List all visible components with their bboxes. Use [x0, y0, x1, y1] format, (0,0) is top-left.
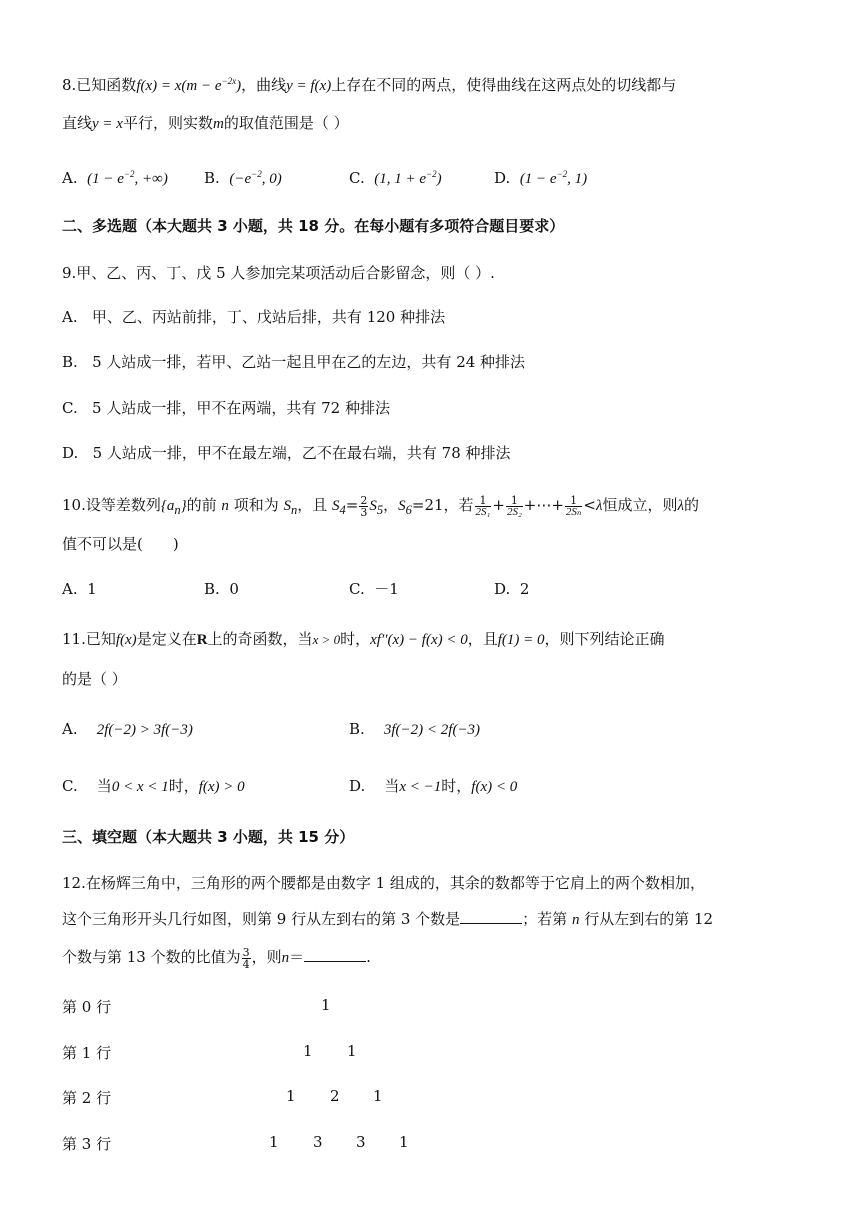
q8-text: 上存在不同的两点，使得曲线在这两点处的切线都与 — [331, 76, 677, 94]
q10-sn — [283, 498, 298, 517]
q8-text: 直线 — [62, 114, 93, 132]
q9-option-a[interactable] — [62, 306, 445, 328]
q8-curve: y = f(x) — [286, 78, 332, 94]
s-sub: n — [290, 503, 298, 517]
q10-frac-2 — [506, 495, 523, 518]
dots: +⋯+ — [523, 496, 564, 514]
q8-line2 — [62, 112, 349, 135]
option-math — [87, 171, 168, 187]
q11-text: 上的奇函数，当 — [207, 630, 313, 648]
option-text: 2 — [519, 580, 530, 598]
q10-option-a[interactable] — [62, 578, 97, 600]
plus: + — [492, 496, 505, 514]
s-sub: 4 — [339, 503, 346, 517]
q12-text: ＝ — [289, 948, 305, 966]
option-text: (1 − e — [87, 171, 124, 187]
s-sub: 5 — [376, 503, 384, 517]
q11-text: ，且 — [467, 630, 498, 648]
q10-var-n: n — [221, 498, 229, 514]
q10-text: ，且 — [297, 496, 328, 514]
q11-text: 时， — [340, 630, 371, 648]
option-label: C. — [349, 580, 365, 598]
q10-line1 — [62, 492, 699, 523]
triangle-number: 3 — [356, 1133, 366, 1151]
seq-open: {a — [160, 498, 175, 514]
q11-line2: 的是（ ） — [62, 670, 127, 688]
q8-text: ，曲线 — [241, 76, 287, 94]
option-text: (1, 1 + e — [374, 171, 427, 187]
q12-text: 个数与第 13 个数的比值为 — [62, 948, 241, 966]
option-text: 5 人站成一排，若甲、乙站一起且甲在乙的左边，共有 24 种排法 — [92, 353, 526, 371]
option-text: 甲、乙、丙站前排，丁、戊站后排，共有 120 种排法 — [91, 308, 446, 326]
frac-den: 4 — [242, 957, 250, 971]
q11-real-set: R — [196, 632, 208, 648]
option-exp: −2 — [556, 169, 568, 179]
row-label: 第 1 行 — [62, 1044, 112, 1062]
equals: = — [345, 496, 359, 514]
triangle-number: 1 — [373, 1087, 383, 1105]
q8-option-d[interactable] — [494, 163, 587, 190]
option-tail: ) — [436, 171, 442, 187]
triangle-row-3 — [62, 1133, 462, 1155]
triangle-number: 1 — [347, 1042, 357, 1060]
q8-line-eq: y = x — [92, 116, 123, 132]
q10-text: 的 — [683, 496, 699, 514]
q8-option-b[interactable] — [204, 163, 282, 190]
answer-blank-1[interactable] — [460, 909, 522, 924]
q11-line1 — [62, 628, 665, 651]
frac-num: 1 — [475, 495, 492, 507]
option-text: 0 — [229, 580, 239, 598]
option-label: A. — [62, 720, 78, 738]
q10-text: 的前 — [186, 496, 217, 514]
triangle-number: 3 — [313, 1133, 323, 1151]
option-text: －1 — [374, 580, 399, 598]
option-label: D. — [62, 444, 79, 462]
q12-frac-3-4 — [242, 947, 251, 970]
q10-line2: 值不可以是( ) — [62, 535, 179, 553]
section3-heading: 三、填空题（本大题共 3 小题，共 15 分） — [62, 828, 355, 846]
seq-close: } — [180, 498, 187, 514]
s-letter: S — [332, 498, 340, 514]
option-label: B. — [204, 580, 220, 598]
less-than: < — [583, 496, 596, 514]
q11-f1: f(1) = 0 — [497, 632, 545, 648]
option-result: f(x) < 0 — [471, 779, 518, 795]
q10-text: =21，若 — [411, 496, 474, 514]
option-tail: , +∞) — [134, 171, 168, 187]
option-label: C. — [349, 169, 365, 187]
option-text: 当 — [384, 777, 400, 795]
lambda: λ — [595, 498, 603, 514]
s-sub: 6 — [405, 503, 412, 517]
option-label: D. — [349, 777, 366, 795]
q12-text: ，则 — [251, 948, 282, 966]
option-cond: x < −1 — [399, 779, 442, 795]
row-label: 第 0 行 — [62, 998, 112, 1016]
triangle-number: 1 — [269, 1133, 279, 1151]
triangle-number: 1 — [399, 1133, 409, 1151]
q10-frac-n — [565, 495, 582, 518]
triangle-row-1 — [62, 1042, 462, 1064]
option-label: A. — [62, 169, 78, 187]
option-label: B. — [349, 720, 365, 738]
triangle-row-2 — [62, 1087, 462, 1109]
option-result: f(x) > 0 — [198, 779, 245, 795]
seq-sub: n — [174, 503, 181, 517]
answer-blank-2[interactable] — [304, 947, 366, 962]
q12-line3 — [62, 944, 371, 971]
q8-function — [136, 78, 241, 94]
q8-func-exp: −2x — [221, 76, 237, 86]
option-exp: −2 — [123, 169, 135, 179]
frac-den: 2S₂ — [506, 505, 522, 518]
row-label: 第 2 行 — [62, 1089, 112, 1107]
option-label: C. — [62, 399, 78, 417]
option-label: B. — [204, 169, 220, 187]
triangle-number: 1 — [321, 996, 331, 1014]
frac-num: 1 — [506, 495, 523, 507]
option-math — [374, 171, 441, 187]
q10-s4 — [332, 498, 346, 517]
frac-num: 2 — [360, 493, 368, 507]
q11-fx: f(x) — [115, 632, 137, 648]
option-text: (1 − e — [519, 171, 557, 187]
q8-func-close: ) — [236, 78, 242, 94]
q9-option-b[interactable] — [62, 351, 525, 373]
q12-line2 — [62, 908, 713, 931]
s-letter: S — [283, 498, 291, 514]
option-exp: −2 — [251, 169, 262, 179]
option-text: (−e — [229, 171, 252, 187]
triangle-row-0 — [62, 996, 462, 1018]
q12-text: ；若第 — [522, 910, 568, 928]
q8-option-c[interactable] — [349, 163, 442, 190]
q11-text: ，则下列结论正确 — [544, 630, 665, 648]
q11-text: 11.已知 — [62, 630, 116, 648]
option-tail: , 1) — [567, 171, 588, 187]
q12-var-n: n — [281, 950, 290, 966]
frac-num: 1 — [565, 495, 582, 507]
option-label: D. — [494, 580, 511, 598]
option-label: B. — [62, 353, 78, 371]
q8-text: 平行，则实数 — [122, 114, 213, 132]
option-text: 5 人站成一排，甲不在两端，共有 72 种排法 — [92, 399, 390, 417]
frac-num: 3 — [242, 945, 250, 959]
q12-text: 这个三角形开头几行如图，则第 9 行从左到右的第 3 个数是 — [62, 910, 461, 928]
q11-cond: x > 0 — [312, 632, 341, 647]
option-text: 3f(−2) < 2f(−3) — [383, 722, 481, 738]
s-letter: S — [398, 498, 406, 514]
option-math — [229, 171, 281, 187]
q9-stem: 9.甲、乙、丙、丁、戊 5 人参加完某项活动后合影留念，则（ ）. — [62, 264, 495, 282]
triangle-number: 2 — [330, 1087, 340, 1105]
q11-option-b[interactable] — [349, 718, 480, 741]
q12-text: 行从左到右的第 12 — [584, 910, 714, 928]
q11-option-c[interactable] — [62, 775, 245, 798]
q10-option-b[interactable] — [204, 578, 239, 600]
row-label: 第 3 行 — [62, 1135, 112, 1153]
q11-inequality: xf′′(x) − f(x) < 0 — [370, 632, 468, 648]
frac-den: 3 — [360, 505, 368, 519]
option-math — [520, 171, 587, 187]
lambda: λ — [677, 498, 684, 514]
q10-frac-2-3 — [359, 495, 368, 518]
frac-den: 2Sₙ — [565, 505, 582, 518]
option-label: D. — [494, 169, 511, 187]
q10-option-c[interactable] — [349, 578, 399, 600]
option-cond: 0 < x < 1 — [111, 779, 169, 795]
option-text: 时， — [441, 777, 472, 795]
option-exp: −2 — [426, 169, 437, 179]
q11-option-d[interactable] — [349, 775, 517, 798]
q9-option-d[interactable] — [62, 442, 511, 464]
q10-text: 恒成立，则 — [602, 496, 678, 514]
q10-option-d[interactable] — [494, 578, 529, 600]
option-text: 当 — [96, 777, 112, 795]
option-label: A. — [62, 308, 78, 326]
q8-var-m: m — [212, 116, 224, 132]
q8-func-body: f(x) = x(m − e — [136, 78, 222, 94]
section2-heading: 二、多选题（本大题共 3 小题，共 18 分。在每小题有多项符合题目要求） — [62, 217, 565, 235]
q10-frac-1 — [475, 495, 492, 518]
option-text: 时， — [168, 777, 199, 795]
option-label: A. — [62, 580, 78, 598]
q12-text: . — [366, 948, 371, 966]
q10-text: 项和为 — [233, 496, 279, 514]
q10-s6 — [398, 498, 412, 517]
triangle-number: 1 — [286, 1087, 296, 1105]
q8-option-a[interactable] — [62, 163, 168, 190]
option-tail: , 0) — [261, 171, 282, 187]
q11-option-a[interactable] — [62, 718, 193, 741]
q10-text: 10.设等差数列 — [62, 496, 161, 514]
option-text: 5 人站成一排，甲不在最左端，乙不在最右端，共有 78 种排法 — [92, 444, 511, 462]
q9-option-c[interactable] — [62, 397, 390, 419]
comma: ， — [383, 496, 399, 514]
q12-line1: 12.在杨辉三角中，三角形的两个腰都是由数字 1 组成的，其余的数都等于它肩上的两个数相加， — [62, 874, 705, 892]
q10-s5 — [369, 498, 384, 517]
option-text: 2f(−2) > 3f(−3) — [96, 722, 193, 738]
q8-line1 — [62, 70, 676, 97]
q10-sequence — [160, 498, 187, 517]
q12-var-n: n — [571, 912, 580, 928]
option-text: 1 — [87, 580, 97, 598]
s-letter: S — [369, 498, 377, 514]
q11-text: 是定义在 — [136, 630, 197, 648]
triangle-number: 1 — [303, 1042, 313, 1060]
option-label: C. — [62, 777, 78, 795]
q8-text: 8.已知函数 — [62, 76, 137, 94]
q8-text: 的取值范围是（ ） — [223, 114, 349, 132]
frac-den: 2S₁ — [475, 505, 491, 518]
